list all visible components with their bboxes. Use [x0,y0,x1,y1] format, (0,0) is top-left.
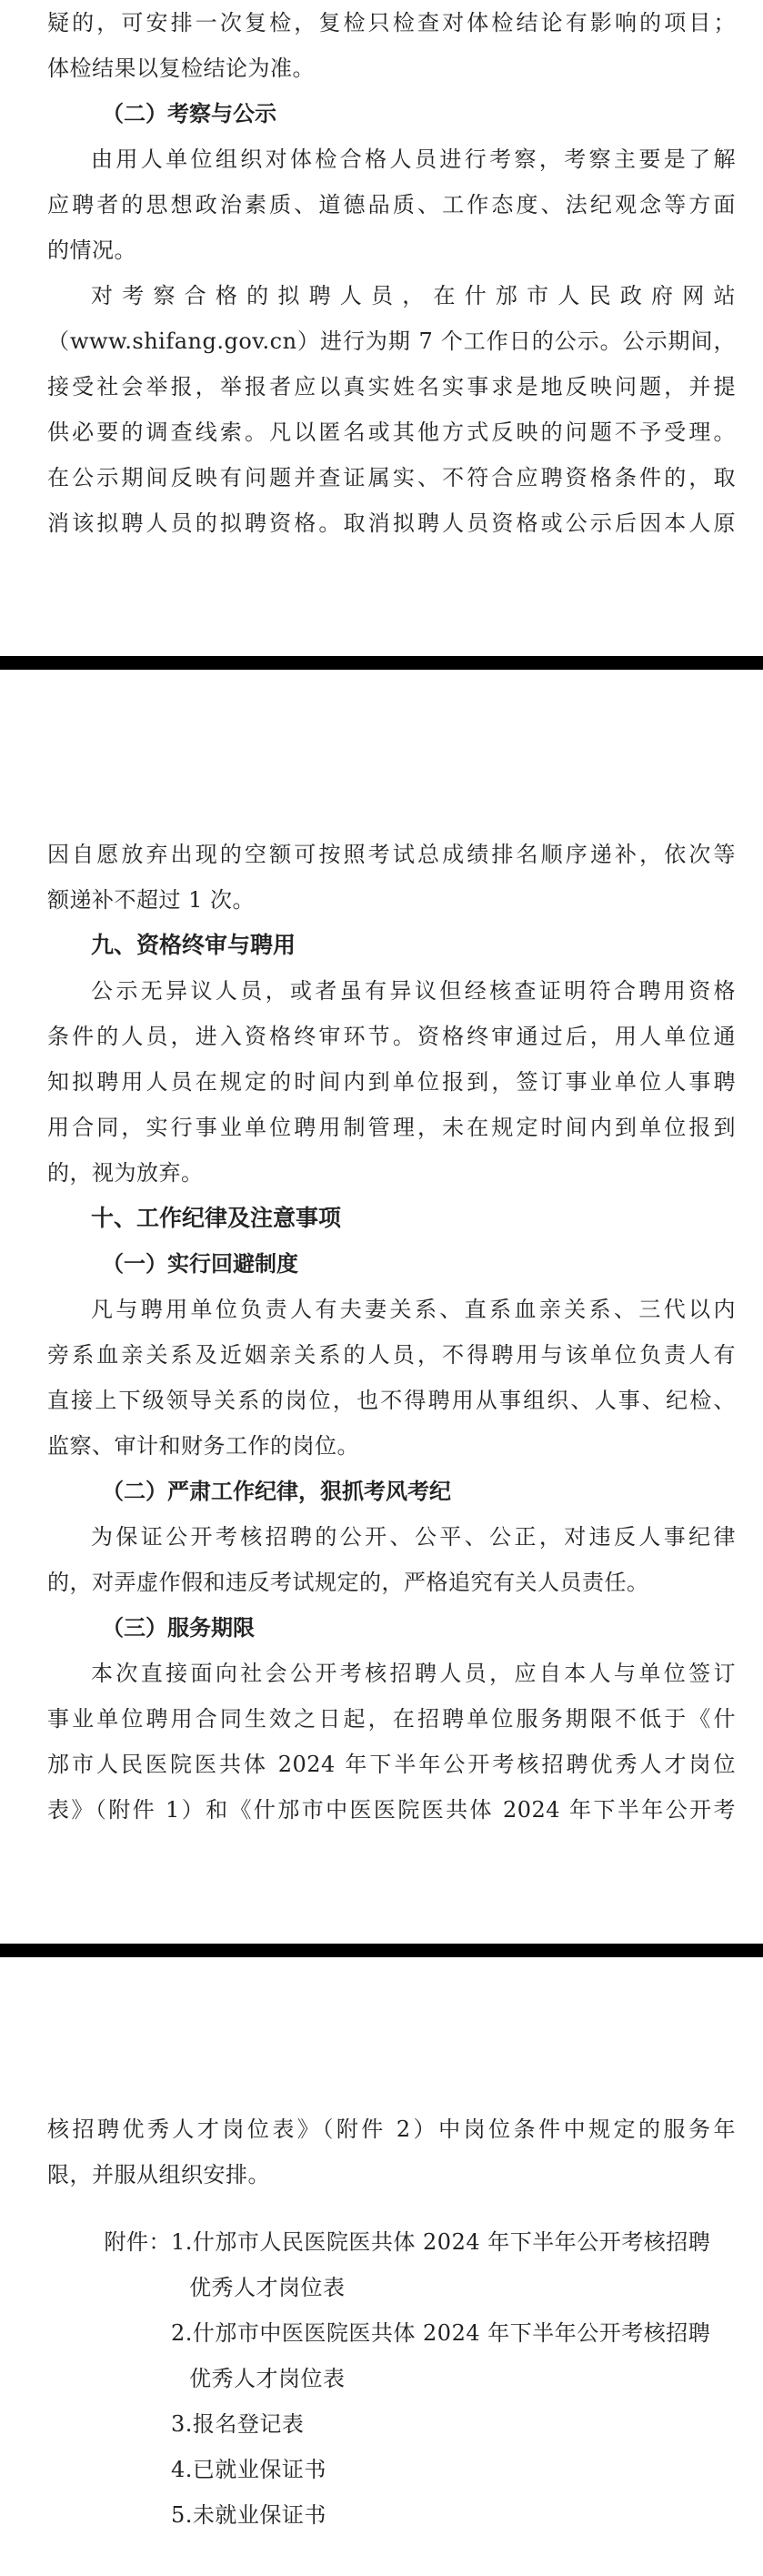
section-heading-final-review: 九、资格终审与聘用 [91,932,296,958]
text-line: 知拟聘用人员在规定的时间内到单位报到，签订事业单位人事聘 [47,1069,736,1095]
text-line: 疑的，可安排一次复检，复检只检查对体检结论有影响的项目； [47,10,736,35]
text-line: 的，视为放弃。 [47,1160,204,1186]
text-line: 旁系血亲关系及近姻亲关系的人员，不得聘用与该单位负责人有 [47,1342,736,1368]
page-separator [0,656,763,670]
section-heading-service-period: （三）服务期限 [102,1615,255,1641]
text-line: 接受社会举报，举报者应以真实姓名实事求是地反映问题，并提 [47,374,736,399]
attachment-item [47,2401,736,2447]
text-line: 本次直接面向社会公开考核招聘人员，应自本人与单位签订 [91,1661,736,1686]
text-line: 额递补不超过 1 次。 [47,887,256,913]
text-line: 邡市人民医院医共体 2024 年下半年公开考核招聘优秀人才岗位 [47,1752,736,1777]
attachment-number: 3. [171,2411,193,2437]
attachment-number: 4. [171,2457,193,2482]
attachment-title-continued: 优秀人才岗位表 [189,2275,346,2300]
text-line: 监察、审计和财务工作的岗位。 [47,1433,359,1459]
attachment-title: 什邡市人民医院医共体 2024 年下半年公开考核招聘 [192,2229,711,2255]
attachment-number: 5. [171,2502,193,2528]
text-line: 对考察合格的拟聘人员，在什邡市人民政府网站 [91,283,736,308]
text-line: 核招聘优秀人才岗位表》（附件 2）中岗位条件中规定的服务年 [47,2116,736,2142]
page-separator [0,1944,763,1957]
text-line: 的，对弄虚作假和违反考试规定的，严格追究有关人员责任。 [47,1570,649,1595]
section-heading-work-discipline: （二）严肃工作纪律，狠抓考风考纪 [102,1479,451,1504]
text-line: 体检结果以复检结论为准。 [47,56,315,81]
text-line: 直接上下级领导关系的岗位，也不得聘用从事组织、人事、纪检、 [47,1388,736,1413]
text-line: 应聘者的思想政治素质、道德品质、工作态度、法纪观念等方面 [47,192,736,217]
attachment-title-continued: 优秀人才岗位表 [189,2366,346,2391]
attachment-item [47,2310,736,2356]
text-line: 条件的人员，进入资格终审环节。资格终审通过后，用人单位通 [47,1024,736,1049]
document-page-2 [0,670,763,1944]
text-line: 在公示期间反映有问题并查证属实、不符合应聘资格条件的，取 [47,465,736,490]
document-page-1 [0,0,763,656]
text-line: 表》（附件 1）和《什邡市中医医院医共体 2024 年下半年公开考 [47,1797,736,1823]
text-line: 供必要的调查线索。凡以匿名或其他方式反映的问题不予受理。 [47,419,736,445]
attachment-title: 未就业保证书 [192,2502,326,2528]
text-line: 凡与聘用单位负责人有夫妻关系、直系血亲关系、三代以内 [91,1297,736,1322]
text-line: 公示无异议人员，或者虽有异议但经核查证明符合聘用资格 [91,978,736,1004]
text-line: 由用人单位组织对体检合格人员进行考察，考察主要是了解 [91,146,736,172]
text-line: 事业单位聘用合同生效之日起，在招聘单位服务期限不低于《什 [47,1706,736,1732]
section-heading-discipline: 十、工作纪律及注意事项 [91,1205,342,1231]
attachment-item [47,2447,736,2492]
attachment-title: 什邡市中医医院医共体 2024 年下半年公开考核招聘 [192,2320,711,2346]
text-line: 因自愿放弃出现的空额可按照考试总成绩排名顺序递补，依次等 [47,842,736,867]
attachment-list [47,2219,736,2538]
section-heading-inspection-publicity: （二）考察与公示 [102,101,276,126]
attachment-number: 2. [171,2320,193,2346]
attachment-item [47,2219,736,2265]
attachment-item [47,2492,736,2538]
text-line: 的情况。 [47,237,136,263]
text-line: 消该拟聘人员的拟聘资格。取消拟聘人员资格或公示后因本人原 [47,510,736,536]
text-line: 限，并服从组织安排。 [47,2162,270,2187]
text-line: （www.shifang.gov.cn）进行为期 7 个工作日的公示。公示期间， [47,328,736,354]
text-line: 用合同，实行事业单位聘用制管理，未在规定时间内到单位报到 [47,1115,736,1140]
attachment-title: 已就业保证书 [192,2457,326,2482]
text-line: 为保证公开考核招聘的公开、公平、公正，对违反人事纪律 [91,1524,736,1550]
attachment-label: 附件： [104,2229,171,2255]
attachment-number: 1. [171,2229,193,2255]
attachment-title: 报名登记表 [192,2411,305,2437]
document-page-3 [0,1957,763,2576]
section-heading-avoidance: （一）实行回避制度 [102,1251,298,1277]
